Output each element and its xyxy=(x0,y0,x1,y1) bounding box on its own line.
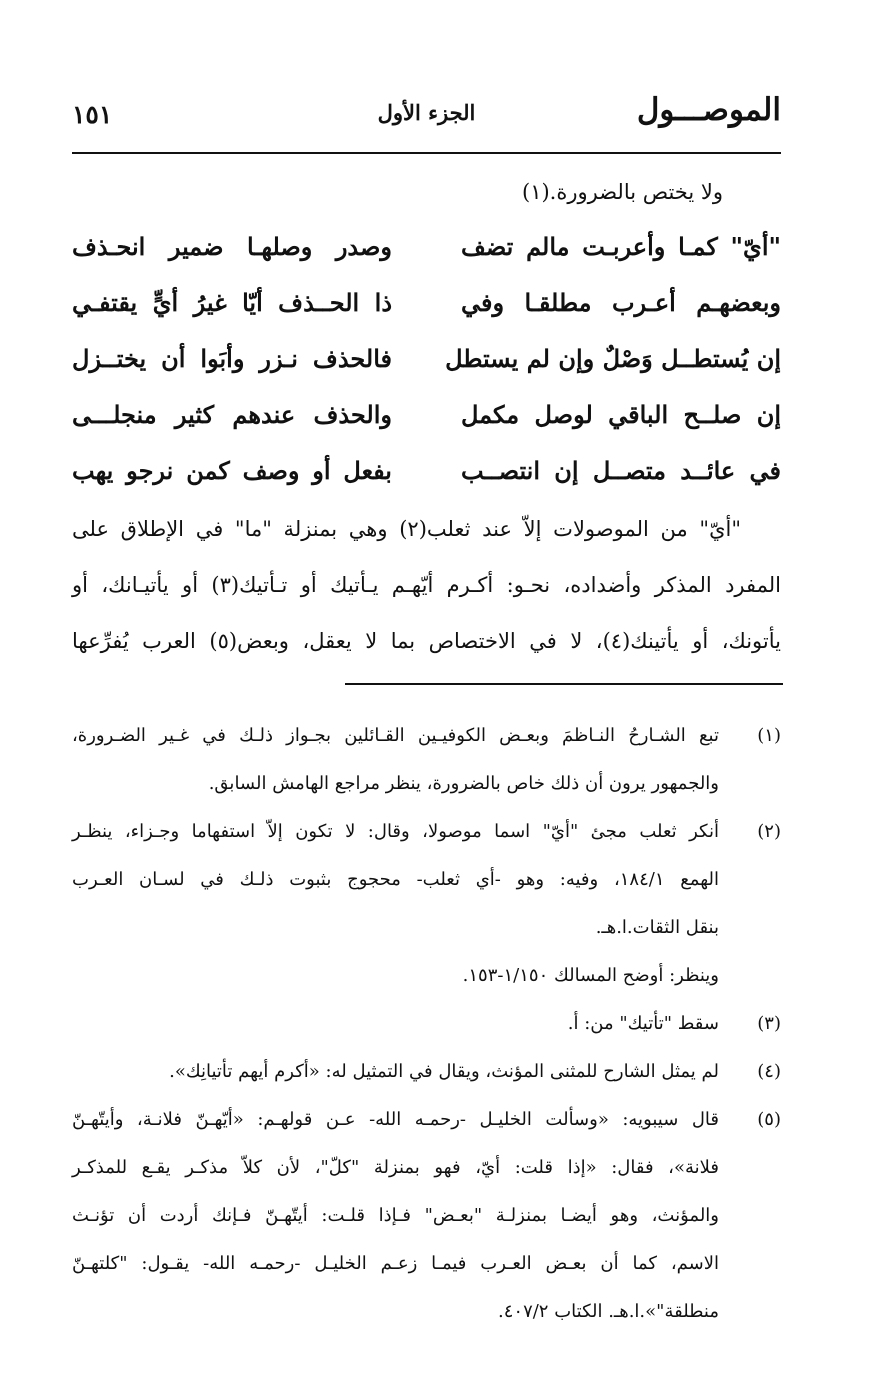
poem-block xyxy=(72,232,781,512)
page-number: ١٥١ xyxy=(72,100,113,129)
footnote xyxy=(72,712,781,808)
body-line: المفرد المذكر وأضداده، نحـو: أكـرم أيّهـم يـأتيك أو تـأتيك(٣) أو يأتيـانك، أو xyxy=(72,573,782,597)
verse xyxy=(72,232,781,288)
running-header xyxy=(72,92,781,142)
verse-first-hemistich: في عائــد متصــل إن انتصــب xyxy=(461,456,781,485)
footnote-line: الهمع ١٨٤/١، وفيه: وهو -أي ثعلب- محجوج بثبوت ذلـك في لسـان العـرب xyxy=(72,869,719,890)
footnote-number: (٣) xyxy=(757,1013,781,1034)
verse xyxy=(72,400,781,456)
verse-first-hemistich: وبعضهـم أعـرب مطلقـا وفي xyxy=(461,288,781,317)
footnote-separator xyxy=(345,683,783,685)
footnote-line: أنكر ثعلب مجئ "أيّ" اسما موصولا، وقال: لا تكون إلاّ استفهاما وجـزاء، ينظـر xyxy=(72,821,719,842)
footnote-number: (٥) xyxy=(757,1109,781,1130)
footnote xyxy=(72,1000,781,1048)
body-paragraph xyxy=(72,505,781,673)
footnote-line: سقط "تأتيك" من: أ. xyxy=(567,1013,719,1034)
verse xyxy=(72,288,781,344)
verse-second-hemistich: بفعل أو وصف كمن نرجو يهب xyxy=(72,456,392,485)
footnote-line: لم يمثل الشارح للمثنى المؤنث، ويقال في التمثيل له: «أكرم أيهم تأتيانِك». xyxy=(169,1061,719,1082)
verse-second-hemistich: وصدر وصلهـا ضمير انحـذف xyxy=(72,232,392,261)
verse-first-hemistich: إن يُستطــل وَصْلٌ وإن لم يستطل xyxy=(445,344,781,373)
footnote-line: قال سيبويه: «وسألت الخليـل -رحمـه الله- عـن قولهـم: «أيّهـنّ فلانـة، وأيتّهـنّ xyxy=(72,1109,719,1130)
chapter-title: الموصـــول xyxy=(636,92,781,128)
body-line: يأتونك، أو يأتينك(٤)، لا في الاختصاص بما لا يعقل، وبعض(٥) العرب يُفرِّعها xyxy=(72,629,781,653)
footnote-line: منطلقة"».ا.هـ. الكتاب ٤٠٧/٢. xyxy=(498,1301,719,1322)
intro-line: ولا يختص بالضرورة.(١) xyxy=(521,180,723,204)
footnote-line: تبع الشـارحُ النـاظمَ وبعـض الكوفيـين القـائلين بجـواز ذلـك في غـير الضـرورة، xyxy=(72,725,719,746)
footnote-line: فلانة»، فقال: «إذا قلت: أيّ، فهو بمنزلة "كلّ"، لأن كلاّ مذكـر يقـع للمذكـر xyxy=(72,1157,719,1178)
footnote xyxy=(72,1096,781,1336)
header-rule xyxy=(72,152,781,154)
verse-second-hemistich: فالحذف نـزر وأبَوا أن يختــزل xyxy=(72,344,392,373)
footnote-line: الاسم، كما أن بعـض العـرب فيمـا زعـم الخليـل -رحمـه الله- يقـول: "كلتهـنّ xyxy=(72,1253,719,1274)
verse xyxy=(72,344,781,400)
footnote xyxy=(72,808,781,1000)
verse-second-hemistich: ذا الحــذف أيّا غيرُ أيٍّ يقتفـي xyxy=(72,288,392,317)
footnote-number: (٢) xyxy=(757,821,781,842)
footnote-number: (٤) xyxy=(757,1061,781,1082)
verse-first-hemistich: إن صلــح الباقي لوصل مكمل xyxy=(461,400,781,429)
footnote xyxy=(72,1048,781,1096)
verse-second-hemistich: والحذف عندهم كثير منجلـــى xyxy=(72,400,392,429)
footnotes xyxy=(72,712,781,1336)
part-label: الجزء الأول xyxy=(377,100,476,125)
verse-first-hemistich: "أيّ" كمـا وأعربـت مالم تضف xyxy=(461,232,781,261)
footnote-line: بنقل الثقات.ا.هـ. xyxy=(595,917,719,938)
verse xyxy=(72,456,781,512)
footnote-line: وينظر: أوضح المسالك ١/١٥٠-١٥٣. xyxy=(462,965,719,986)
footnote-line: والمؤنث، وهو أيضـا بمنزلـة "بعـض" فـإذا قلـت: أيتّهـنّ فـإنك أردت أن تؤنـث xyxy=(72,1205,719,1226)
footnote-line: والجمهور يرون أن ذلك خاص بالضرورة، ينظر مراجع الهامش السابق. xyxy=(208,773,719,794)
body-line: "أيّ" من الموصولات إلاّ عند ثعلب(٢) وهي بمنزلة "ما" في الإطلاق على xyxy=(72,517,742,541)
footnote-number: (١) xyxy=(757,725,781,746)
